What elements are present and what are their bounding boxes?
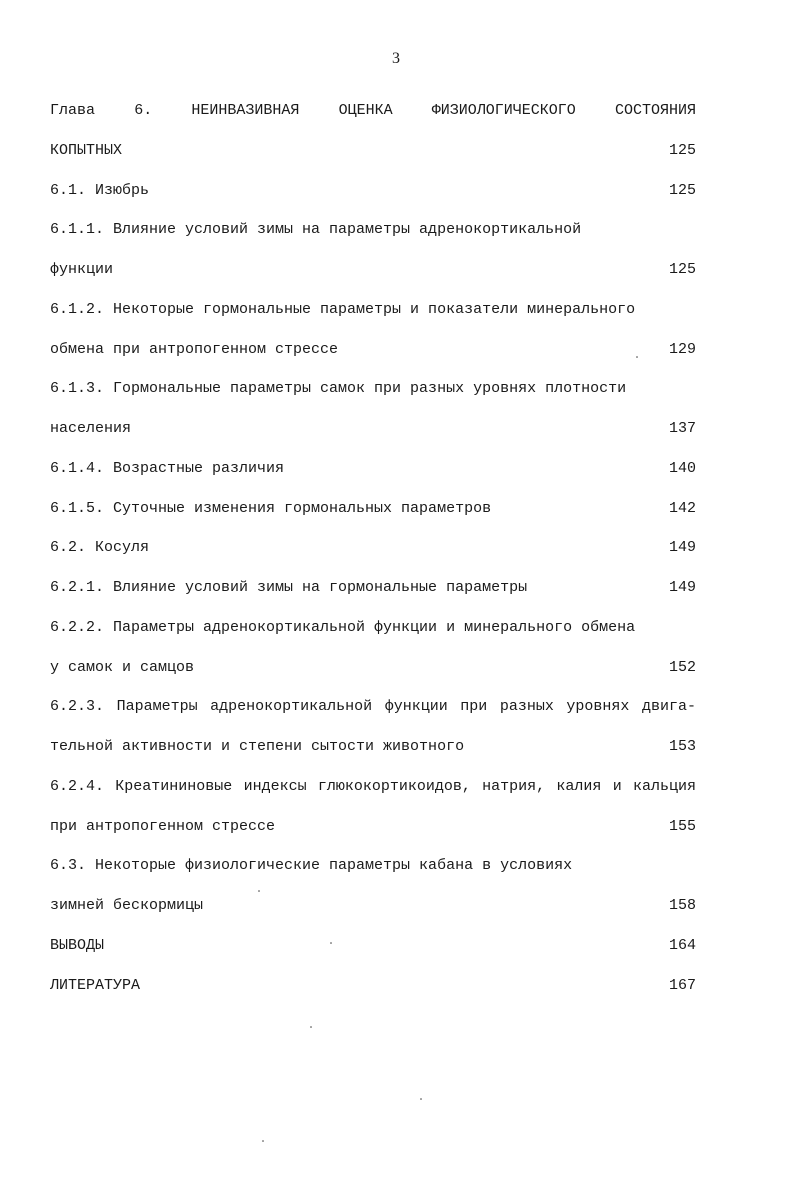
toc-entry <box>50 460 696 500</box>
toc-entry-title-continued: зимней бескормицы <box>50 897 204 914</box>
toc-entry-title: ЛИТЕРАТУРА <box>50 976 141 994</box>
toc-page-number: 137 <box>668 420 696 437</box>
toc-entry-continued <box>50 261 696 301</box>
toc-entry-continued <box>50 818 696 858</box>
table-of-contents <box>50 102 696 1016</box>
toc-entry <box>50 579 696 619</box>
toc-entry <box>50 221 696 261</box>
toc-entry <box>50 380 696 420</box>
toc-entry-title-continued: при антропогенном стрессе <box>50 817 276 835</box>
toc-entry-title-continued: функции <box>50 261 114 278</box>
toc-entry-title: 6.1.4. Возрастные различия <box>50 459 285 477</box>
toc-entry-continued <box>50 341 696 381</box>
toc-entry-title: 6.1. Изюбрь <box>50 181 150 199</box>
toc-chapter-title-continued: КОПЫТНЫХ <box>50 141 123 159</box>
toc-chapter-title: Глава 6. НЕИНВАЗИВНАЯ ОЦЕНКА ФИЗИОЛОГИЧЕСКОГО СОСТОЯНИЯ <box>50 102 696 119</box>
toc-page-number: 125 <box>668 261 696 278</box>
toc-entry <box>50 301 696 341</box>
toc-entry-title: 6.1.2. Некоторые гормональные параметры и показатели минерального <box>50 300 636 318</box>
toc-entry <box>50 182 696 222</box>
scan-speck <box>330 942 332 944</box>
toc-entry <box>50 698 696 738</box>
toc-entry-continued <box>50 897 696 937</box>
scan-speck <box>420 1098 422 1100</box>
toc-page-number: 142 <box>668 499 696 517</box>
toc-entry <box>50 937 696 977</box>
toc-entry-title: 6.3. Некоторые физиологические параметры кабана в условиях <box>50 857 573 875</box>
scan-speck <box>258 890 260 892</box>
toc-page-number: 129 <box>668 340 696 358</box>
toc-entry-title: 6.2.1. Влияние условий зимы на гормональные параметры <box>50 579 528 596</box>
toc-entry-title: 6.2.4. Креатининовые индексы глюкокортикоидов, натрия, калия и кальция <box>50 777 696 795</box>
scan-speck <box>262 1140 264 1142</box>
toc-page-number: 153 <box>668 738 696 755</box>
toc-entry-title-continued: тельной активности и степени сытости животного <box>50 738 465 755</box>
toc-entry <box>50 619 696 659</box>
toc-page-number: 125 <box>668 141 696 159</box>
scan-speck <box>310 1026 312 1028</box>
toc-page-number: 149 <box>668 579 696 596</box>
toc-entry <box>50 778 696 818</box>
toc-entry-continued <box>50 420 696 460</box>
toc-entry-title-continued: населения <box>50 420 132 437</box>
toc-page-number: 158 <box>668 897 696 914</box>
toc-page-number: 149 <box>668 539 696 557</box>
toc-chapter-title-line <box>50 142 696 182</box>
toc-entry <box>50 500 696 540</box>
toc-entry-title: 6.2. Косуля <box>50 539 150 557</box>
toc-entry-title: 6.1.1. Влияние условий зимы на параметры адренокортикальной <box>50 221 582 239</box>
toc-entry-title: 6.2.2. Параметры адренокортикальной функции и минерального обмена <box>50 618 636 636</box>
toc-entry-title: 6.1.5. Суточные изменения гормональных параметров <box>50 499 492 517</box>
page-number: 3 <box>392 50 400 67</box>
toc-entry-title-continued: обмена при антропогенном стрессе <box>50 340 339 358</box>
scan-speck <box>636 356 638 358</box>
toc-entry <box>50 857 696 897</box>
toc-page-number: 155 <box>668 817 696 835</box>
toc-entry-continued <box>50 738 696 778</box>
toc-page-number: 125 <box>668 181 696 199</box>
toc-entry-title: 6.2.3. Параметры адренокортикальной функции при разных уровнях двига- <box>50 698 696 716</box>
toc-page-number: 164 <box>668 936 696 954</box>
toc-entry <box>50 539 696 579</box>
toc-entry-title: 6.1.3. Гормональные параметры самок при разных уровнях плотности <box>50 380 627 398</box>
toc-entry-title-continued: у самок и самцов <box>50 658 195 676</box>
toc-chapter-title-line <box>50 102 696 142</box>
toc-entry-continued <box>50 659 696 699</box>
toc-page-number: 167 <box>668 976 696 994</box>
toc-entry <box>50 977 696 1017</box>
toc-entry-title: ВЫВОДЫ <box>50 936 105 954</box>
toc-page-number: 140 <box>668 459 696 477</box>
toc-page-number: 152 <box>668 658 696 676</box>
